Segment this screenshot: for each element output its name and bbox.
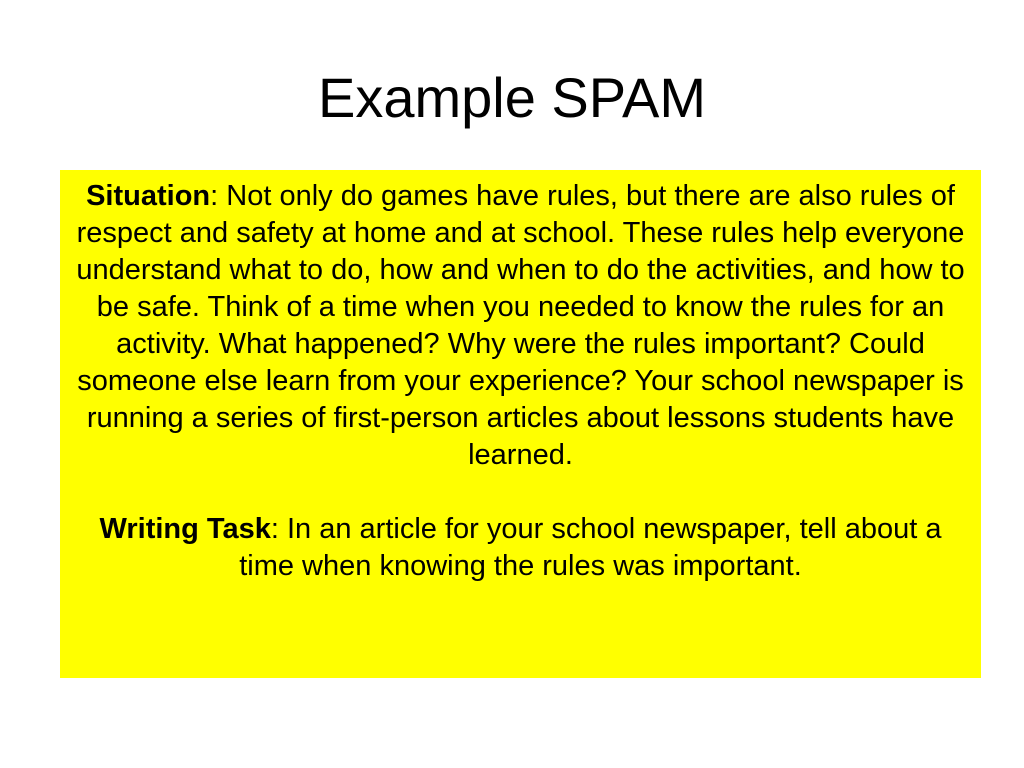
situation-separator: : xyxy=(210,180,227,212)
slide-title: Example SPAM xyxy=(318,66,706,129)
writing-task-label: Writing Task xyxy=(99,513,271,545)
situation-text: Not only do games have rules, but there are also rules of respect and safety at home and at school. These rules help everyone understand what to do, how and when to do the activities, and how to be safe. Think of a time when you needed to know the rules for an activity. What happened? Why were the rules important? Could someone else learn from your experience? Your school newspaper is running a series of first-person articles about lessons students have learned. xyxy=(76,180,965,471)
prompt-box xyxy=(60,170,981,678)
writing-task-text: In an article for your school newspaper, tell about a time when knowing the rules was important. xyxy=(239,513,942,582)
writing-task-separator: : xyxy=(270,513,287,545)
situation-label: Situation xyxy=(86,180,211,212)
writing-task-paragraph xyxy=(74,511,967,585)
situation-paragraph xyxy=(74,178,967,474)
